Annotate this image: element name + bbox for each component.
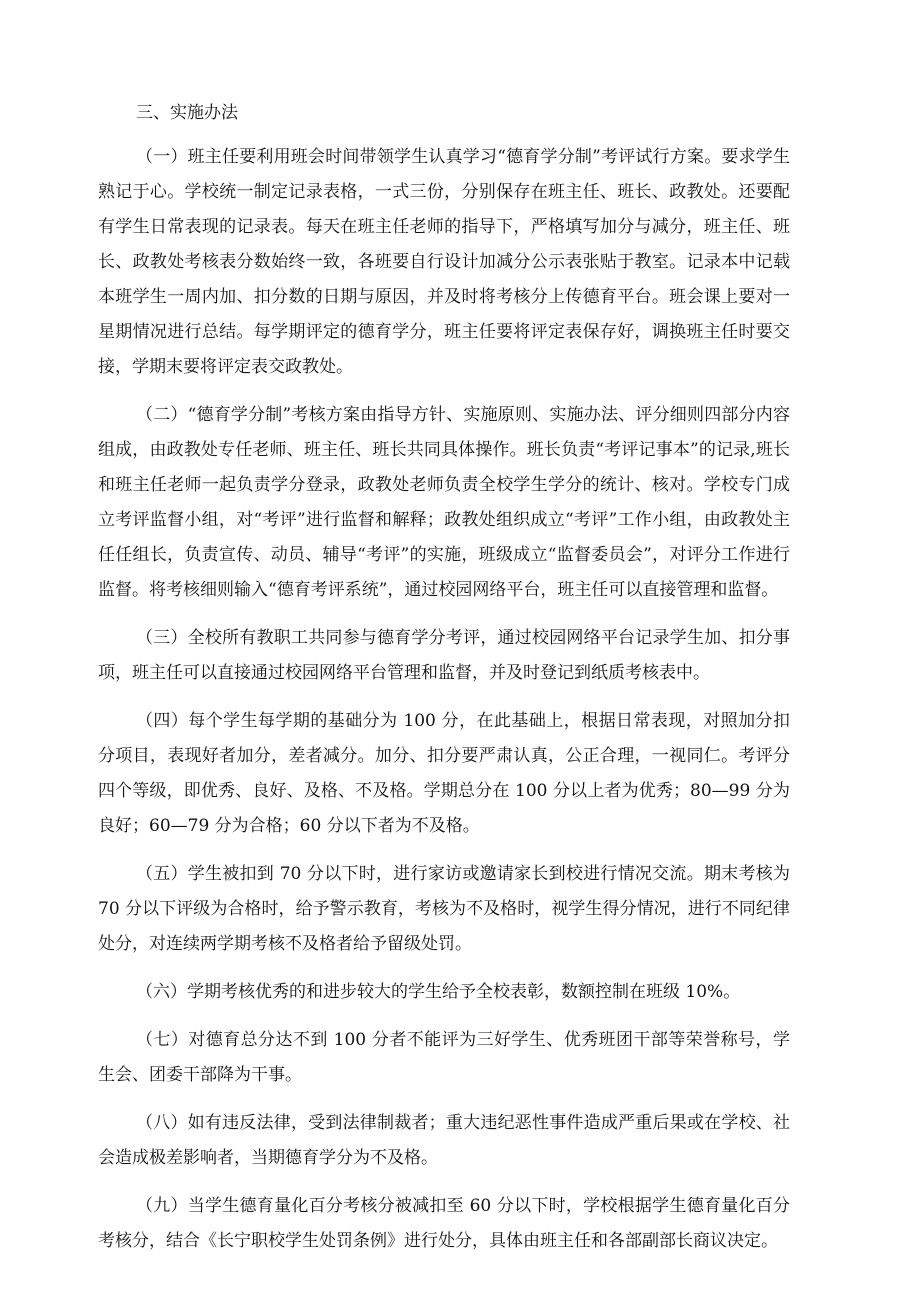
- paragraph-2: （二）“德育学分制”考核方案由指导方针、实施原则、实施办法、评分细则四部分内容组成，由政教处专任老师、班主任、班长共同具体操作。班长负责“考评记事本”的记录,班长和班主任老师一起负责学分登录，政教处老师负责全校学生学分的统计、核对。学校专门成立考评监督小组，对“考评”进行监督和解释；政教处组织成立“考评”工作小组，由政教处主任任组长，负责宣传、动员、辅导“考评”的实施，班级成立“监督委员会”，对评分工作进行监督。将考核细则输入“德育考评系统”，通过校园网络平台，班主任可以直接管理和监督。: [98, 405, 790, 600]
- paragraph-4: （四）每个学生每学期的基础分为 100 分，在此基础上，根据日常表现，对照加分扣分项目，表现好者加分，差者减分。加分、扣分要严肃认真，公正合理，一视同仁。考评分四个等级，即优秀、良好、及格、不及格。学期总分在 100 分以上者为优秀；80—99 分为良好；60—79 分为合格；60 分以下者为不及格。: [98, 711, 790, 836]
- paragraph-1: （一）班主任要利用班会时间带领学生认真学习“德育学分制”考评试行方案。要求学生熟记于心。学校统一制定记录表格，一式三份，分别保存在班主任、班长、政教处。还要配有学生日常表现的记录表。每天在班主任老师的指导下，严格填写加分与减分，班主任、班长、政教处考核表分数始终一致，各班要自行设计加减分公示表张贴于教室。记录本中记载本班学生一周内加、扣分数的日期与原因，并及时将考核分上传德育平台。班会课上要对一星期情况进行总结。每学期评定的德育学分，班主任要将评定表保存好，调换班主任时要交接，学期末要将评定表交政教处。: [98, 147, 790, 377]
- paragraph-7: （七）对德育总分达不到 100 分者不能评为三好学生、优秀班团干部等荣誉称号，学生会、团委干部降为干事。: [98, 1030, 790, 1085]
- paragraph-8: （八）如有违反法律，受到法律制裁者；重大违纪恶性事件造成严重后果或在学校、社会造成极差影响者，当期德育学分为不及格。: [98, 1113, 790, 1168]
- paragraph-9: （九）当学生德育量化百分考核分被减扣至 60 分以下时，学校根据学生德育量化百分考核分，结合《长宁职校学生处罚条例》进行处分，具体由班主任和各部副部长商议决定。: [98, 1196, 790, 1251]
- paragraph-3: （三）全校所有教职工共同参与德育学分考评，通过校园网络平台记录学生加、扣分事项，班主任可以直接通过校园网络平台管理和监督，并及时登记到纸质考核表中。: [98, 628, 790, 683]
- section-heading: 三、实施办法: [136, 103, 238, 123]
- paragraph-5: （五）学生被扣到 70 分以下时，进行家访或邀请家长到校进行情况交流。期末考核为 70 分以下评级为合格时，给予警示教育，考核为不及格时，视学生得分情况，进行不同纪律处分，对连续两学期考核不及格者给予留级处罚。: [98, 864, 790, 954]
- paragraph-6: （六）学期考核优秀的和进步较大的学生给予全校表彰，数额控制在班级 10%。: [136, 982, 741, 1002]
